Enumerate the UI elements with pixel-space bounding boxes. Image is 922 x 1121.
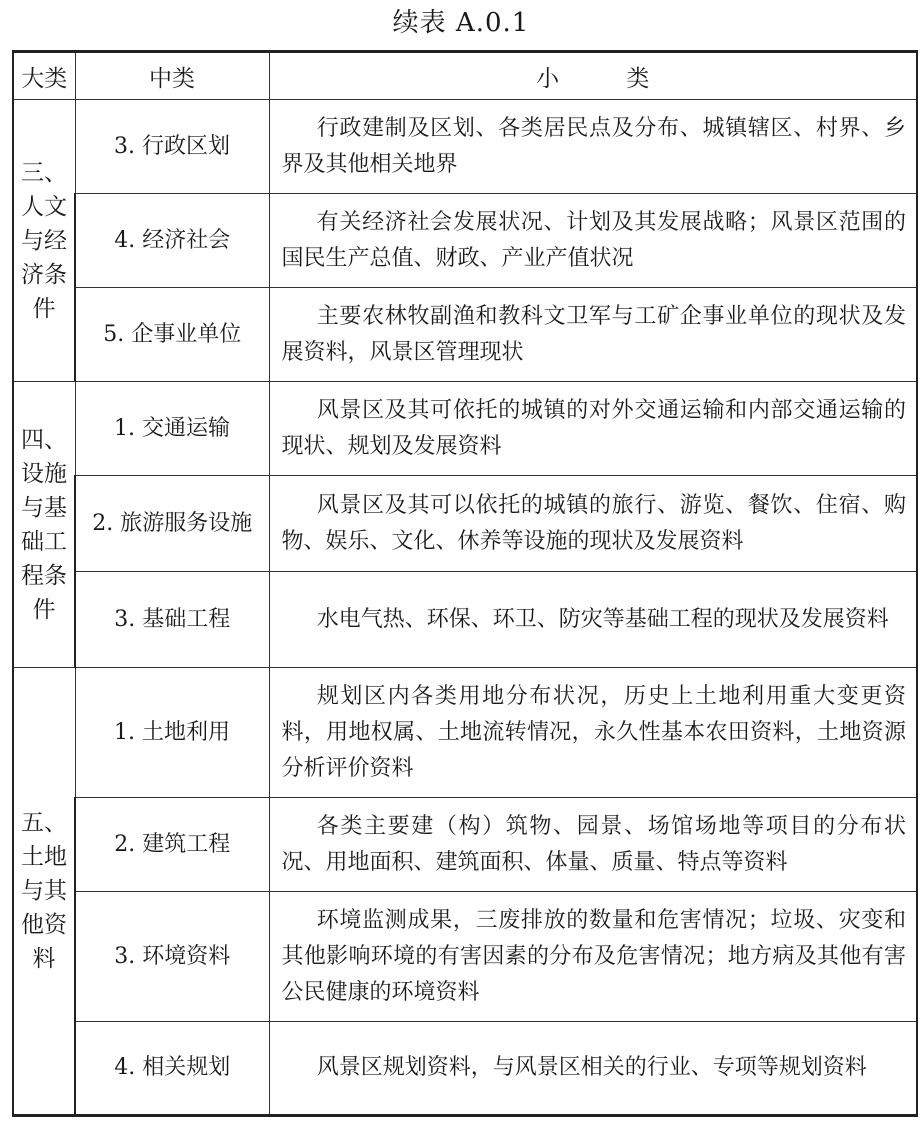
table-row — [13, 382, 917, 476]
table-row — [13, 100, 917, 194]
table-row — [13, 668, 917, 798]
minor-category-cell: 风景区及其可依托的城镇的对外交通运输和内部交通运输的现状、规划及发展资料 — [269, 382, 917, 476]
mid-category-cell: 2. 旅游服务设施 — [75, 476, 269, 572]
header-major: 大类 — [13, 52, 75, 100]
minor-category-cell: 主要农林牧副渔和教科文卫军与工矿企事业单位的现状及发展资料，风景区管理现状 — [269, 288, 917, 382]
mid-category-cell: 3. 行政区划 — [75, 100, 269, 194]
major-category-cell: 四、设施与基础工程条件 — [13, 382, 75, 668]
table-row — [13, 892, 917, 1022]
minor-category-cell: 规划区内各类用地分布状况，历史上土地利用重大变更资料，用地权属、土地流转情况，永久性基本农田资料，土地资源分析评价资料 — [269, 668, 917, 798]
mid-category-cell: 1. 交通运输 — [75, 382, 269, 476]
mid-category-cell: 4. 经济社会 — [75, 194, 269, 288]
table-row — [13, 476, 917, 572]
mid-category-cell: 4. 相关规划 — [75, 1022, 269, 1116]
mid-category-cell: 1. 土地利用 — [75, 668, 269, 798]
header-minor: 小 类 — [269, 52, 917, 100]
header-mid: 中类 — [75, 52, 269, 100]
mid-category-cell: 5. 企事业单位 — [75, 288, 269, 382]
mid-category-cell: 3. 基础工程 — [75, 572, 269, 668]
minor-category-cell: 风景区规划资料，与风景区相关的行业、专项等规划资料 — [269, 1022, 917, 1116]
table-row — [13, 194, 917, 288]
table-row — [13, 1022, 917, 1116]
minor-category-cell: 水电气热、环保、环卫、防灾等基础工程的现状及发展资料 — [269, 572, 917, 668]
table-title: 续表 A.0.1 — [392, 8, 530, 38]
table-header-row — [13, 52, 917, 100]
table-row — [13, 572, 917, 668]
minor-category-cell: 有关经济社会发展状况、计划及其发展战略；风景区范围的国民生产总值、财政、产业产值状况 — [269, 194, 917, 288]
minor-category-cell: 各类主要建（构）筑物、园景、场馆场地等项目的分布状况、用地面积、建筑面积、体量、质量、特点等资料 — [269, 798, 917, 892]
table-row — [13, 288, 917, 382]
classification-table — [12, 50, 918, 1117]
major-category-cell: 五、土地与其他资料 — [13, 668, 75, 1116]
minor-category-cell: 环境监测成果，三废排放的数量和危害情况；垃圾、灾变和其他影响环境的有害因素的分布及危害情况；地方病及其他有害公民健康的环境资料 — [269, 892, 917, 1022]
mid-category-cell: 3. 环境资料 — [75, 892, 269, 1022]
minor-category-cell: 风景区及其可以依托的城镇的旅行、游览、餐饮、住宿、购物、娱乐、文化、休养等设施的现状及发展资料 — [269, 476, 917, 572]
table-row — [13, 798, 917, 892]
minor-category-cell: 行政建制及区划、各类居民点及分布、城镇辖区、村界、乡界及其他相关地界 — [269, 100, 917, 194]
major-category-cell: 三、人文与经济条件 — [13, 100, 75, 382]
mid-category-cell: 2. 建筑工程 — [75, 798, 269, 892]
